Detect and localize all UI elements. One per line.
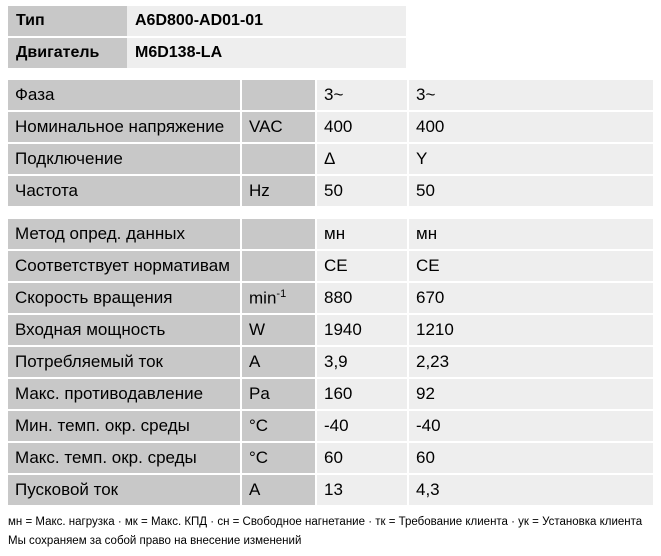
value-col1: 13: [315, 473, 407, 505]
table-row: [8, 441, 653, 473]
param-unit: A: [240, 345, 315, 377]
motor-label: Двигатель: [8, 36, 127, 68]
param-unit: Pa: [240, 377, 315, 409]
value-col2: CE: [407, 249, 653, 281]
value-col2: 670: [407, 281, 653, 313]
param-name: Частота: [8, 174, 240, 206]
value-col1: -40: [315, 409, 407, 441]
table-row: [8, 409, 653, 441]
table-row: [8, 219, 653, 249]
param-unit: W: [240, 313, 315, 345]
value-col1: 3,9: [315, 345, 407, 377]
value-col1: мн: [315, 219, 407, 249]
table-row: [8, 473, 653, 505]
header-table: [8, 6, 406, 68]
param-name: Мин. темп. окр. среды: [8, 409, 240, 441]
performance-spec-table: [8, 219, 653, 505]
param-name: Номинальное напряжение: [8, 110, 240, 142]
param-unit: °C: [240, 441, 315, 473]
electrical-spec-table: [8, 80, 653, 206]
value-col1: 50: [315, 174, 407, 206]
param-name: Подключение: [8, 142, 240, 174]
table-row: [8, 377, 653, 409]
footnote-disclaimer: Мы сохраняем за собой право на внесение изменений: [8, 535, 302, 547]
table-row: [8, 345, 653, 377]
param-unit: [240, 281, 315, 313]
param-unit: A: [240, 473, 315, 505]
type-value: A6D800-AD01-01: [127, 6, 406, 36]
unit-superscript: -1: [276, 287, 287, 300]
unit-base: min: [249, 288, 277, 308]
value-col2: -40: [407, 409, 653, 441]
value-col2: 50: [407, 174, 653, 206]
footnote-legend: мн = Макс. нагрузка · мк = Макс. КПД · сн = Свободное нагнетание · тк = Требование клиента · ук = Установка клиента: [8, 516, 643, 528]
param-name: Потребляемый ток: [8, 345, 240, 377]
value-col2: 2,23: [407, 345, 653, 377]
value-col1: 60: [315, 441, 407, 473]
value-col1: 400: [315, 110, 407, 142]
value-col2: Y: [407, 142, 653, 174]
value-col2: 1210: [407, 313, 653, 345]
value-col1: 1940: [315, 313, 407, 345]
param-name: Метод опред. данных: [8, 219, 240, 249]
param-name: Фаза: [8, 80, 240, 110]
param-unit: [240, 249, 315, 281]
value-col1: CE: [315, 249, 407, 281]
param-unit: °C: [240, 409, 315, 441]
param-name: Входная мощность: [8, 313, 240, 345]
param-name: Макс. противодавление: [8, 377, 240, 409]
value-col1: Δ: [315, 142, 407, 174]
table-row: [8, 80, 653, 110]
value-col2: мн: [407, 219, 653, 249]
param-name: Соответствует нормативам: [8, 249, 240, 281]
value-col2: 4,3: [407, 473, 653, 505]
table-row: [8, 249, 653, 281]
param-name: Макс. темп. окр. среды: [8, 441, 240, 473]
value-col2: 60: [407, 441, 653, 473]
table-row: [8, 174, 653, 206]
value-col2: 3~: [407, 80, 653, 110]
param-unit: Hz: [240, 174, 315, 206]
value-col1: 3~: [315, 80, 407, 110]
motor-value: M6D138-LA: [127, 36, 406, 68]
param-unit: VAC: [240, 110, 315, 142]
type-label: Тип: [8, 6, 127, 36]
table-row: [8, 142, 653, 174]
header-row-motor: [8, 36, 406, 68]
param-unit: [240, 80, 315, 110]
table-row: [8, 313, 653, 345]
header-row-type: [8, 6, 406, 36]
value-col1: 160: [315, 377, 407, 409]
table-row: [8, 281, 653, 313]
param-name: Скорость вращения: [8, 281, 240, 313]
value-col2: 400: [407, 110, 653, 142]
table-row: [8, 110, 653, 142]
value-col2: 92: [407, 377, 653, 409]
param-name: Пусковой ток: [8, 473, 240, 505]
value-col1: 880: [315, 281, 407, 313]
param-unit: [240, 142, 315, 174]
param-unit: [240, 219, 315, 249]
